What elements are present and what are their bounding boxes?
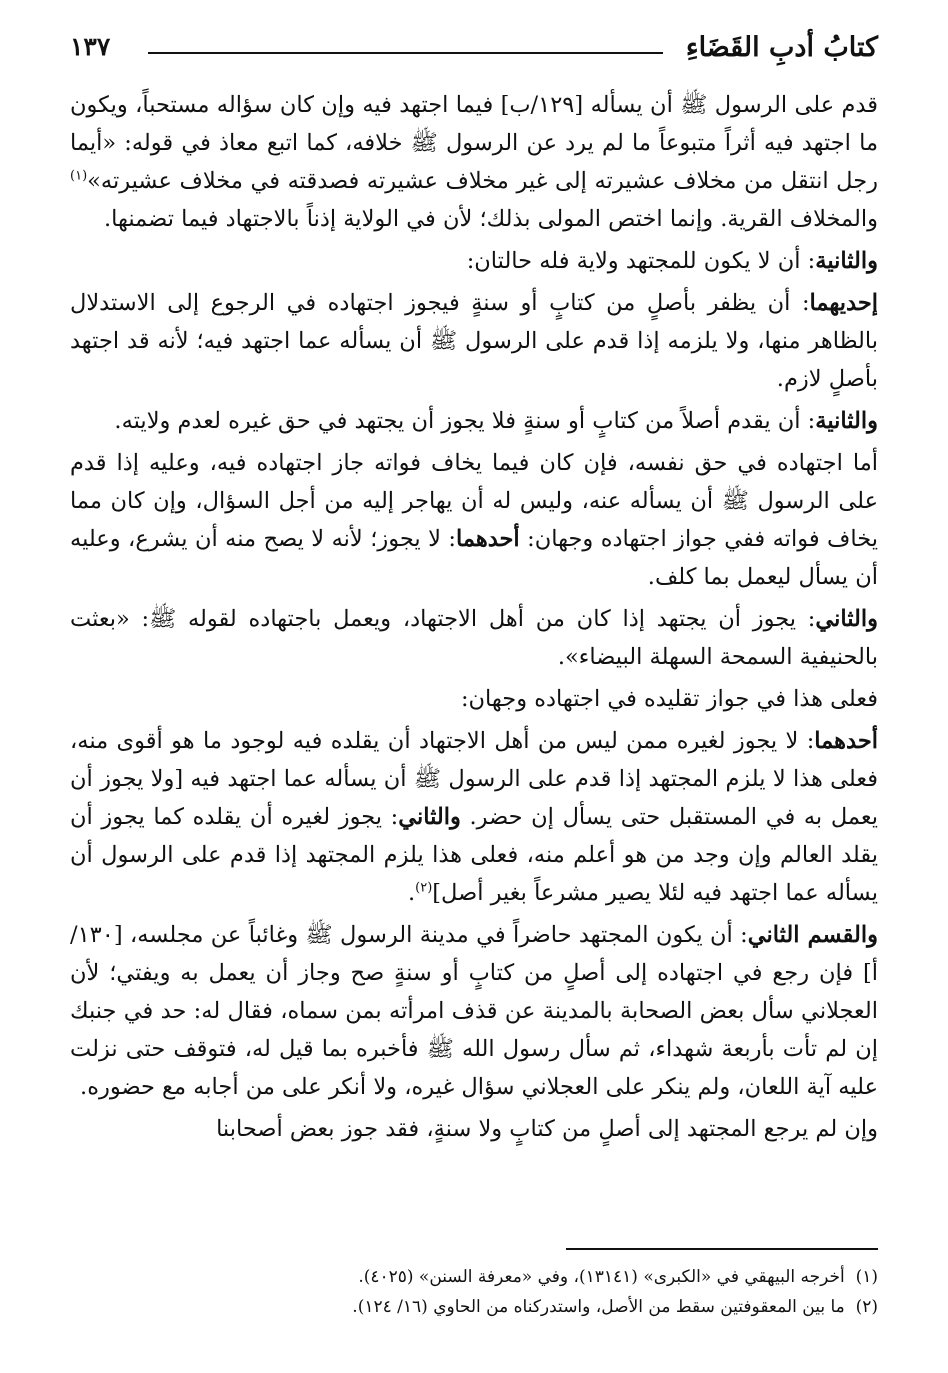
footnote-number: (٢) bbox=[855, 1297, 878, 1317]
paragraph-text: : يجوز أن يجتهد إذا كان من أهل الاجتهاد، ويعمل باجتهاده لقوله ﷺ: «بعثت بالحنيفية السمحة السهلة البيضاء». bbox=[70, 606, 878, 670]
paragraph-lead: والثاني bbox=[398, 804, 461, 830]
paragraph bbox=[70, 86, 878, 238]
paragraph-text: : أن لا يكون للمجتهد ولاية فله حالتان: bbox=[466, 248, 816, 274]
paragraph bbox=[70, 284, 878, 398]
paragraph-lead: أحدهما bbox=[814, 728, 878, 754]
paragraph bbox=[70, 916, 878, 1106]
paragraph-text: والمخلاف القرية. وإنما اختص المولى بذلك؛ لأن في الولاية إذناً بالاجتهاد فيما تضمنها. bbox=[104, 206, 878, 232]
paragraph-text: وإن لم يرجع المجتهد إلى أصلٍ من كتابٍ ولا سنةٍ، فقد جوز بعض أصحابنا bbox=[216, 1116, 878, 1142]
paragraph bbox=[70, 722, 878, 912]
paragraph-text: فعلى هذا في جواز تقليده في اجتهاده وجهان: bbox=[460, 686, 878, 712]
footnote bbox=[70, 1262, 878, 1292]
paragraph-lead: إحديهما bbox=[809, 290, 878, 316]
main-text bbox=[70, 86, 878, 1152]
footnotes bbox=[70, 1262, 878, 1322]
paragraph-text: . bbox=[407, 880, 416, 906]
running-title: كتابُ أدبِ القَضَاءِ bbox=[685, 32, 878, 63]
paragraph-lead: والقسم الثاني bbox=[747, 922, 878, 948]
paragraph-lead: والثانية bbox=[815, 248, 878, 274]
footnote-rule bbox=[566, 1248, 878, 1250]
paragraph-text: : أن يكون المجتهد حاضراً في مدينة الرسول ﷺ وغائباً عن مجلسه، [١٣٠/أ] فإن رجع في اجتهاده إلى أصلٍ من كتابٍ أو سنةٍ صح وجاز أن يعمل به ويفتي؛ لأن العجلاني سأل بعض الصحابة بالمدينة عن قذف امرأته بمن سماه، فقال له: حد في جنبك إن لم تأت بأربعة شهداء، ثم سأل رسول الله ﷺ فأخبره بما قيل له، فتوقف حتى نزلت عليه آية اللعان، ولم ينكر على العجلاني سؤال غيره، ولا أنكر على من أجابه مع حضوره. bbox=[70, 922, 878, 1100]
paragraph bbox=[70, 680, 878, 718]
paragraph bbox=[70, 402, 878, 440]
paragraph bbox=[70, 242, 878, 280]
footnote-number: (١) bbox=[855, 1267, 878, 1287]
paragraph bbox=[70, 444, 878, 596]
paragraph-text: : أن يقدم أصلاً من كتابٍ أو سنةٍ فلا يجوز أن يجتهد في حق غيره لعدم ولايته. bbox=[114, 408, 816, 434]
footnote bbox=[70, 1292, 878, 1322]
paragraph-text: : لا يجوز؛ لأنه لا يصح منه أن يشرع، وعليه أن يسأل ليعمل بما كلف. bbox=[70, 526, 878, 590]
paragraph-lead: والثانية bbox=[815, 408, 878, 434]
footnote-ref: (١) bbox=[70, 168, 88, 184]
paragraph-lead: والثاني bbox=[815, 606, 878, 632]
footnote-text: أخرجه البيهقي في «الكبرى» (١٣١٤١)، وفي «معرفة السنن» (٤٠٢٥). bbox=[358, 1267, 845, 1287]
footnote-ref: (٢) bbox=[415, 880, 433, 896]
paragraph bbox=[70, 1110, 878, 1148]
running-header bbox=[70, 30, 878, 72]
paragraph-lead: أحدهما bbox=[455, 526, 520, 552]
paragraph bbox=[70, 600, 878, 676]
footnote-text: ما بين المعقوفتين سقط من الأصل، واستدركناه من الحاوي (١٦/ ١٢٤). bbox=[352, 1297, 845, 1317]
paragraph-text: : لا يجوز لغيره ممن ليس من أهل الاجتهاد أن يقلده فيه لوجود ما هو أقوى منه، فعلى هذا لا يلزم المجتهد إذا قدم على الرسول ﷺ أن يسأله عما اجتهد فيه [ولا يجوز أن يعمل به في المستقبل حتى يسأل إن حضر. bbox=[70, 728, 879, 830]
page-number: ١٣٧ bbox=[70, 32, 111, 61]
paragraph-text: : أن يظفر بأصلٍ من كتابٍ أو سنةٍ فيجوز اجتهاده في الرجوع إلى الاستدلال بالظاهر منها، ولا يلزمه إذا قدم على الرسول ﷺ أن يسأله عما اجتهد فيه؛ لأنه قد اجتهد بأصلٍ لازم. bbox=[70, 290, 878, 392]
header-rule bbox=[148, 52, 663, 54]
paragraph-text: قدم على الرسول ﷺ أن يسأله [١٢٩/ب] فيما اجتهد فيه وإن كان سؤاله مستحباً، ويكون ما اجتهد فيه أثراً متبوعاً ما لم يرد عن الرسول ﷺ خلافه، كما اتبع معاذ في قوله: «أيما رجل انتقل من مخلاف عشيرته إلى غير مخلاف عشيرته فصدقته في مخلاف عشيرته» bbox=[70, 92, 878, 194]
paragraph-text: أما اجتهاده في حق نفسه، فإن كان فيما يخاف فواته جاز اجتهاده فيه، وعليه إذا قدم على الرسول ﷺ أن يسأله عنه، وليس له أن يهاجر إليه من أجل السؤال، وإن كان مما يخاف فواته ففي جواز اجتهاده وجهان: bbox=[70, 450, 878, 552]
paragraph-text: : يجوز لغيره أن يقلده كما يجوز أن يقلد العالم وإن وجد من هو أعلم منه، فعلى هذا يلزم المجتهد إذا قدم على الرسول أن يسأله عما اجتهد فيه لئلا يصير مشرعاً بغير أصل] bbox=[70, 804, 878, 906]
